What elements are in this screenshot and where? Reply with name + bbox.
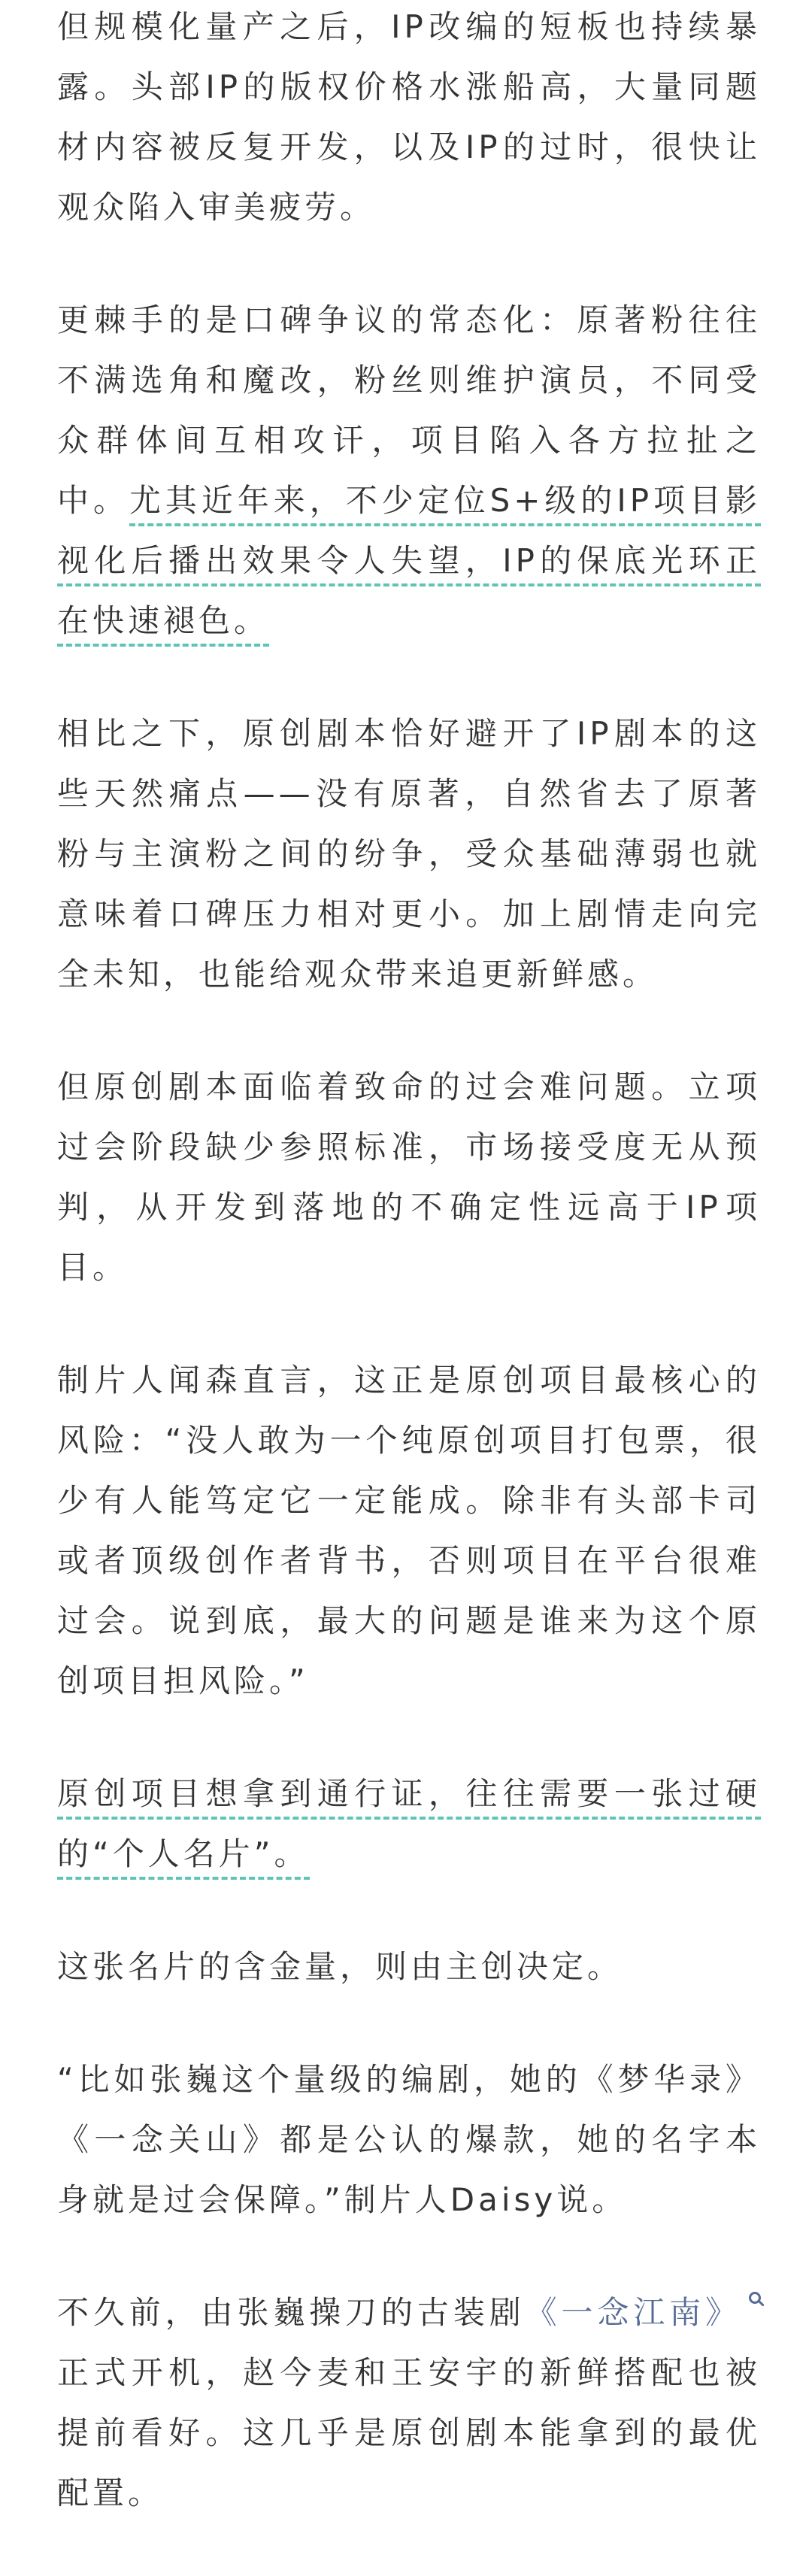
paragraph-8: “比如张巍这个量级的编剧，她的《梦华录》《一念关山》都是公认的爆款，她的名字本身就是过会保障。”制片人Daisy说。 [57,2061,761,2218]
paragraph-2 [57,290,761,651]
drama-search-link-label[interactable]: 《一念江南》 [525,2294,741,2331]
paragraph-7: 这张名片的含金量，则由主创决定。 [57,1948,623,1985]
highlighted-quote-2: 原创项目想拿到通行证，往往需要一张过硬的“个人名片”。 [57,1775,761,1880]
paragraph-9-text-b: 正式开机，赵今麦和王安宇的新鲜搭配也被提前看好。这几乎是原创剧本能拿到的最优配置。 [57,2354,761,2511]
paragraph-9 [57,2283,761,2523]
highlighted-quote-1: 尤其近年来，不少定位S+级的IP项目影视化后播出效果令人失望，IP的保底光环正在快速褪色。 [57,482,761,647]
paragraph-9-text-a: 不久前，由张巍操刀的古装剧 [57,2294,526,2331]
drama-search-link[interactable] [526,2294,761,2331]
article-body [57,0,761,2576]
search-icon[interactable] [749,2292,761,2304]
paragraph-5: 制片人闻森直言，这正是原创项目最核心的风险：“没人敢为一个纯原创项目打包票，很少有人能笃定它一定能成。除非有头部卡司或者顶级创作者背书，否则项目在平台很难过会。说到底，最大的问题是谁来为这个原创项目担风险。” [57,1362,761,1699]
paragraph-4: 但原创剧本面临着致命的过会难问题。立项过会阶段缺少参照标准，市场接受度无从预判，从开发到落地的不确定性远高于IP项目。 [57,1068,761,1286]
paragraph-2-text: 更棘手的是口碑争议的常态化：原著粉往往不满选角和魔改，粉丝则维护演员，不同受众群体间互相攻讦，项目陷入各方拉扯之中。 [57,302,761,519]
paragraph-1: 但规模化量产之后，IP改编的短板也持续暴露。头部IP的版权价格水涨船高，大量同题材内容被反复开发，以及IP的过时，很快让观众陷入审美疲劳。 [57,8,761,226]
paragraph-3: 相比之下，原创剧本恰好避开了IP剧本的这些天然痛点——没有原著，自然省去了原著粉与主演粉之间的纷争，受众基础薄弱也就意味着口碑压力相对更小。加上剧情走向完全未知，也能给观众带来追更新鲜感。 [57,715,761,993]
paragraph-6 [57,1764,761,1884]
